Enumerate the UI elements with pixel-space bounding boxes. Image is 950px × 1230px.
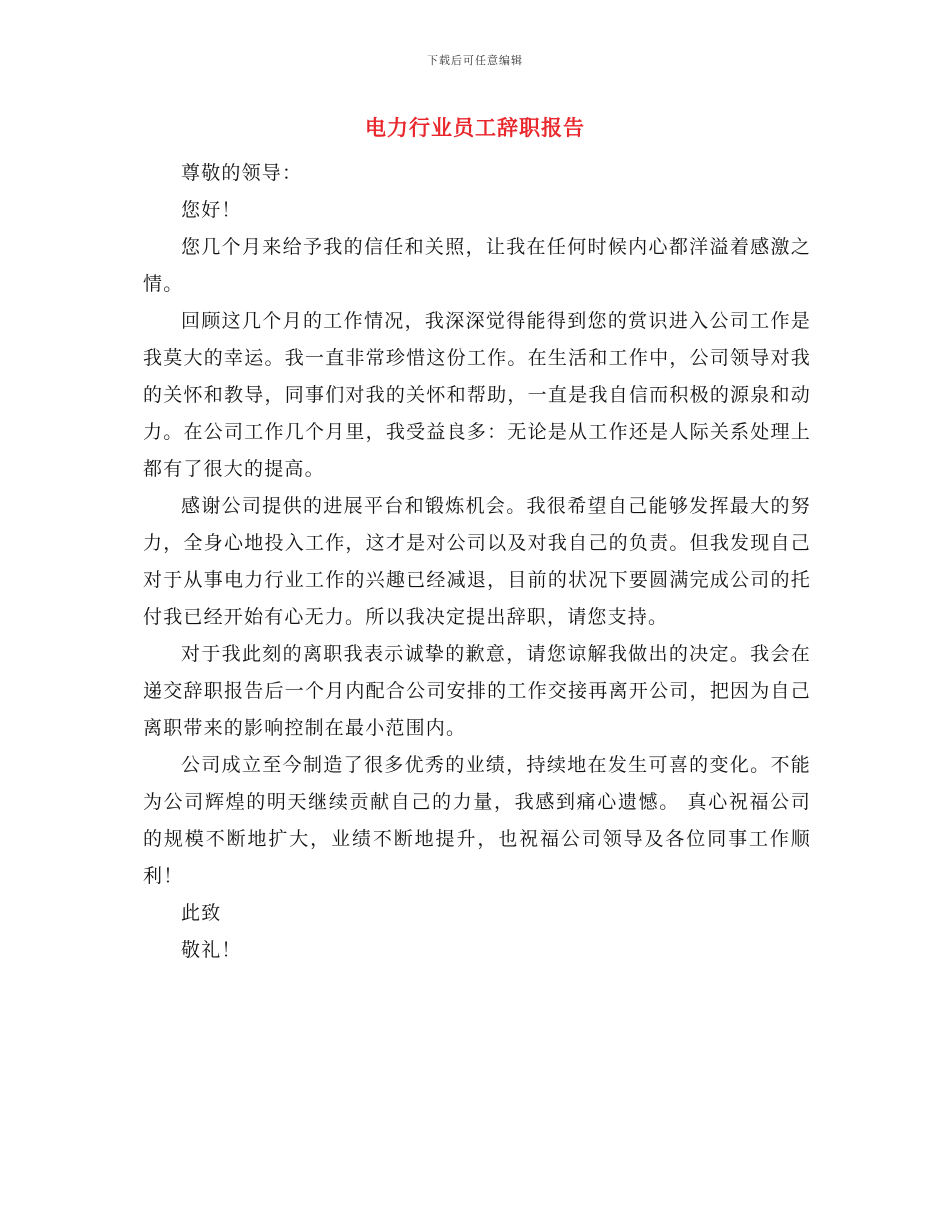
paragraph-reason: 感谢公司提供的进展平台和锻炼机会。我很希望自己能够发挥最大的努力，全身心地投入工作，这才是对公司以及对我自己的负责。但我发现自己对于从事电力行业工作的兴趣已经减退，目前的状况下要圆满完成公司的托付我已经开始有心无力。所以我决定提出辞职，请您支持。: [143, 495, 811, 628]
header-note: 下载后可任意编辑: [427, 54, 523, 67]
closing-line: 此致: [181, 902, 222, 924]
paragraph-wishes: 公司成立至今制造了很多优秀的业绩，持续地在发生可喜的变化。不能为公司辉煌的明天继续贡献自己的力量，我感到痛心遗憾。 真心祝福公司的规模不断地扩大，业绩不断地提升，也祝福公司领导及各位同事工作顺利！: [143, 754, 811, 887]
document-title: 电力行业员工辞职报告: [365, 116, 585, 140]
greeting: 您好！: [181, 199, 242, 221]
salutation: 尊敬的领导：: [181, 162, 303, 184]
paragraph-gratitude: 您几个月来给予我的信任和关照，让我在任何时候内心都洋溢着感激之情。: [143, 236, 811, 295]
paragraph-apology: 对于我此刻的离职我表示诚挚的歉意，请您谅解我做出的决定。我会在递交辞职报告后一个月内配合公司安排的工作交接再离开公司，把因为自己离职带来的影响控制在最小范围内。: [143, 643, 811, 739]
closing-regards: 敬礼！: [181, 939, 242, 961]
paragraph-review: 回顾这几个月的工作情况，我深深觉得能得到您的赏识进入公司工作是我莫大的幸运。我一直非常珍惜这份工作。在生活和工作中，公司领导对我的关怀和教导，同事们对我的关怀和帮助，一直是我自信而积极的源泉和动力。在公司工作几个月里，我受益良多：无论是从工作还是人际关系处理上都有了很大的提高。: [143, 310, 811, 480]
letter-body: [143, 155, 811, 969]
